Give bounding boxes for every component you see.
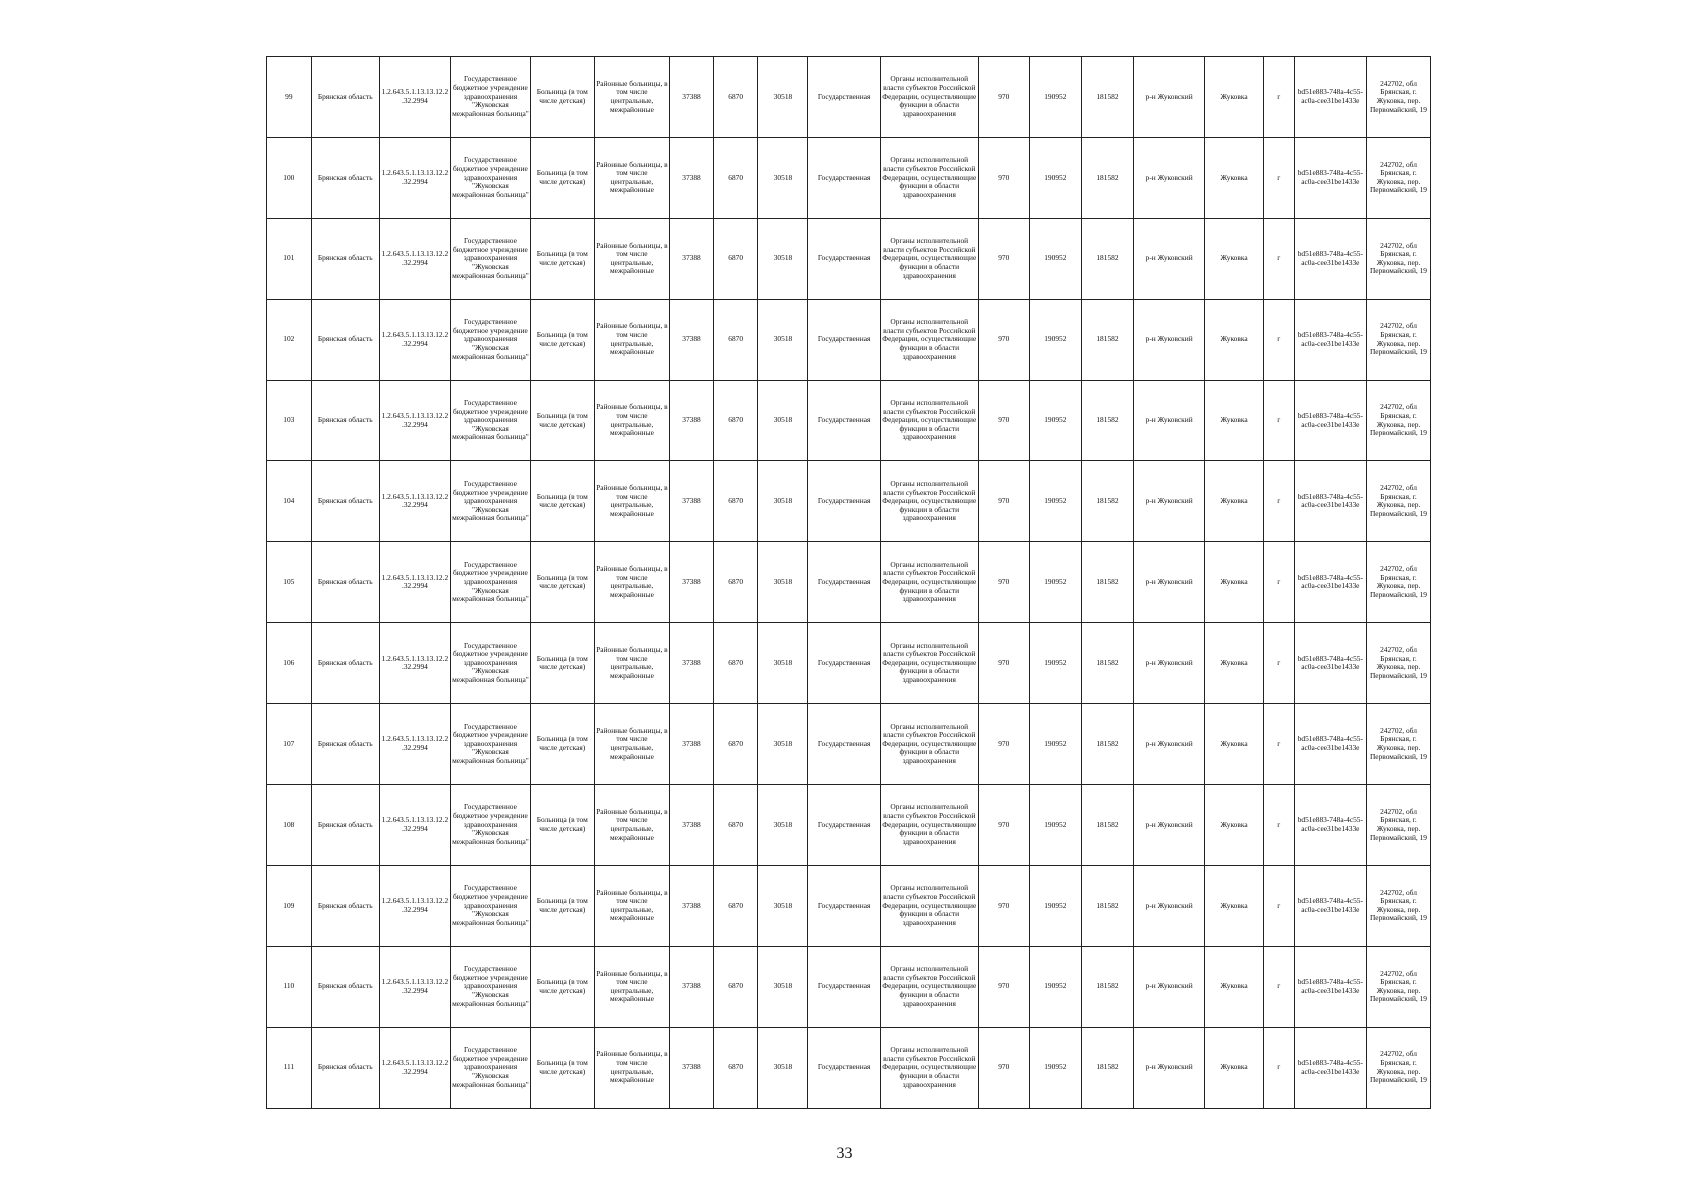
count-1-cell: 37388 xyxy=(670,704,714,785)
count-3-cell: 30518 xyxy=(758,380,808,461)
district-cell: р-н Жуковский xyxy=(1134,137,1205,218)
count-5-cell: 190952 xyxy=(1029,865,1081,946)
count-1-cell: 37388 xyxy=(670,137,714,218)
authority-cell: Органы исполнительной власти субъектов Российской Федерации, осуществляющие функции в области здравоохранения xyxy=(880,461,978,542)
guid-cell: bd51e883-748a-4c55-ac0a-cee31be1433e xyxy=(1294,380,1366,461)
count-2-cell: 6870 xyxy=(713,461,758,542)
row-number: 103 xyxy=(267,380,312,461)
count-1-cell: 37388 xyxy=(670,218,714,299)
city-type-cell: г xyxy=(1263,299,1294,380)
city-type-cell: г xyxy=(1263,57,1294,138)
row-number: 110 xyxy=(267,946,312,1027)
count-6-cell: 181582 xyxy=(1081,218,1133,299)
ownership-cell: Государственная xyxy=(808,137,880,218)
count-5-cell: 190952 xyxy=(1029,946,1081,1027)
facility-type-cell: Больница (в том числе детская) xyxy=(530,137,594,218)
oid-cell: 1.2.643.5.1.13.13.12.2.32.2994 xyxy=(379,704,450,785)
authority-cell: Органы исполнительной власти субъектов Российской Федерации, осуществляющие функции в области здравоохранения xyxy=(880,1027,978,1108)
count-3-cell: 30518 xyxy=(758,57,808,138)
city-type-cell: г xyxy=(1263,218,1294,299)
row-number: 105 xyxy=(267,542,312,623)
region-cell: Брянская область xyxy=(311,380,379,461)
count-5-cell: 190952 xyxy=(1029,299,1081,380)
facility-type-cell: Больница (в том числе детская) xyxy=(530,542,594,623)
organization-name-cell: Государственное бюджетное учреждение здравоохранения "Жуковская межрайонная больница" xyxy=(451,1027,531,1108)
facility-subtype-cell: Районные больницы, в том числе центральные, межрайонные xyxy=(594,704,670,785)
authority-cell: Органы исполнительной власти субъектов Российской Федерации, осуществляющие функции в области здравоохранения xyxy=(880,299,978,380)
guid-cell: bd51e883-748a-4c55-ac0a-cee31be1433e xyxy=(1294,946,1366,1027)
district-cell: р-н Жуковский xyxy=(1134,380,1205,461)
facility-subtype-cell: Районные больницы, в том числе центральные, межрайонные xyxy=(594,380,670,461)
row-number: 107 xyxy=(267,704,312,785)
registry-table-container xyxy=(266,56,1431,1108)
region-cell: Брянская область xyxy=(311,946,379,1027)
facility-subtype-cell: Районные больницы, в том числе центральные, межрайонные xyxy=(594,57,670,138)
row-number: 104 xyxy=(267,461,312,542)
count-1-cell: 37388 xyxy=(670,865,714,946)
count-1-cell: 37388 xyxy=(670,785,714,866)
address-cell: 242702, обл Брянская, г. Жуковка, пер. Первомайский, 19 xyxy=(1367,1027,1431,1108)
count-6-cell: 181582 xyxy=(1081,299,1133,380)
oid-cell: 1.2.643.5.1.13.13.12.2.32.2994 xyxy=(379,218,450,299)
count-5-cell: 190952 xyxy=(1029,137,1081,218)
count-1-cell: 37388 xyxy=(670,380,714,461)
city-cell: Жуковка xyxy=(1205,218,1264,299)
count-2-cell: 6870 xyxy=(713,137,758,218)
oid-cell: 1.2.643.5.1.13.13.12.2.32.2994 xyxy=(379,137,450,218)
district-cell: р-н Жуковский xyxy=(1134,785,1205,866)
district-cell: р-н Жуковский xyxy=(1134,461,1205,542)
oid-cell: 1.2.643.5.1.13.13.12.2.32.2994 xyxy=(379,623,450,704)
organization-name-cell: Государственное бюджетное учреждение здравоохранения "Жуковская межрайонная больница" xyxy=(451,218,531,299)
ownership-cell: Государственная xyxy=(808,299,880,380)
district-cell: р-н Жуковский xyxy=(1134,623,1205,704)
authority-cell: Органы исполнительной власти субъектов Российской Федерации, осуществляющие функции в области здравоохранения xyxy=(880,865,978,946)
organization-name-cell: Государственное бюджетное учреждение здравоохранения "Жуковская межрайонная больница" xyxy=(451,946,531,1027)
region-cell: Брянская область xyxy=(311,137,379,218)
facility-type-cell: Больница (в том числе детская) xyxy=(530,380,594,461)
facility-type-cell: Больница (в том числе детская) xyxy=(530,865,594,946)
count-4-cell: 970 xyxy=(978,946,1029,1027)
address-cell: 242702, обл Брянская, г. Жуковка, пер. Первомайский, 19 xyxy=(1367,137,1431,218)
guid-cell: bd51e883-748a-4c55-ac0a-cee31be1433e xyxy=(1294,299,1366,380)
count-3-cell: 30518 xyxy=(758,865,808,946)
region-cell: Брянская область xyxy=(311,623,379,704)
count-5-cell: 190952 xyxy=(1029,785,1081,866)
count-4-cell: 970 xyxy=(978,865,1029,946)
count-6-cell: 181582 xyxy=(1081,704,1133,785)
region-cell: Брянская область xyxy=(311,865,379,946)
city-type-cell: г xyxy=(1263,946,1294,1027)
address-cell: 242702, обл Брянская, г. Жуковка, пер. Первомайский, 19 xyxy=(1367,785,1431,866)
count-1-cell: 37388 xyxy=(670,946,714,1027)
count-2-cell: 6870 xyxy=(713,542,758,623)
count-2-cell: 6870 xyxy=(713,57,758,138)
count-6-cell: 181582 xyxy=(1081,542,1133,623)
count-6-cell: 181582 xyxy=(1081,623,1133,704)
facility-type-cell: Больница (в том числе детская) xyxy=(530,704,594,785)
count-6-cell: 181582 xyxy=(1081,461,1133,542)
row-number: 106 xyxy=(267,623,312,704)
count-3-cell: 30518 xyxy=(758,704,808,785)
count-2-cell: 6870 xyxy=(713,1027,758,1108)
authority-cell: Органы исполнительной власти субъектов Российской Федерации, осуществляющие функции в области здравоохранения xyxy=(880,542,978,623)
region-cell: Брянская область xyxy=(311,1027,379,1108)
city-cell: Жуковка xyxy=(1205,865,1264,946)
count-3-cell: 30518 xyxy=(758,1027,808,1108)
table-row xyxy=(267,865,1431,946)
district-cell: р-н Жуковский xyxy=(1134,946,1205,1027)
organization-name-cell: Государственное бюджетное учреждение здравоохранения "Жуковская межрайонная больница" xyxy=(451,137,531,218)
guid-cell: bd51e883-748a-4c55-ac0a-cee31be1433e xyxy=(1294,218,1366,299)
table-row xyxy=(267,1027,1431,1108)
district-cell: р-н Жуковский xyxy=(1134,542,1205,623)
ownership-cell: Государственная xyxy=(808,542,880,623)
facility-subtype-cell: Районные больницы, в том числе центральные, межрайонные xyxy=(594,865,670,946)
facility-type-cell: Больница (в том числе детская) xyxy=(530,1027,594,1108)
count-5-cell: 190952 xyxy=(1029,542,1081,623)
count-1-cell: 37388 xyxy=(670,1027,714,1108)
region-cell: Брянская область xyxy=(311,57,379,138)
table-row xyxy=(267,946,1431,1027)
guid-cell: bd51e883-748a-4c55-ac0a-cee31be1433e xyxy=(1294,137,1366,218)
authority-cell: Органы исполнительной власти субъектов Российской Федерации, осуществляющие функции в области здравоохранения xyxy=(880,57,978,138)
facility-subtype-cell: Районные больницы, в том числе центральные, межрайонные xyxy=(594,542,670,623)
guid-cell: bd51e883-748a-4c55-ac0a-cee31be1433e xyxy=(1294,57,1366,138)
authority-cell: Органы исполнительной власти субъектов Российской Федерации, осуществляющие функции в области здравоохранения xyxy=(880,218,978,299)
count-1-cell: 37388 xyxy=(670,542,714,623)
region-cell: Брянская область xyxy=(311,461,379,542)
city-cell: Жуковка xyxy=(1205,461,1264,542)
organization-name-cell: Государственное бюджетное учреждение здравоохранения "Жуковская межрайонная больница" xyxy=(451,704,531,785)
count-3-cell: 30518 xyxy=(758,137,808,218)
facility-subtype-cell: Районные больницы, в том числе центральные, межрайонные xyxy=(594,218,670,299)
city-cell: Жуковка xyxy=(1205,299,1264,380)
count-6-cell: 181582 xyxy=(1081,380,1133,461)
city-cell: Жуковка xyxy=(1205,380,1264,461)
table-row xyxy=(267,299,1431,380)
count-3-cell: 30518 xyxy=(758,218,808,299)
count-4-cell: 970 xyxy=(978,785,1029,866)
count-4-cell: 970 xyxy=(978,57,1029,138)
count-4-cell: 970 xyxy=(978,623,1029,704)
organization-name-cell: Государственное бюджетное учреждение здравоохранения "Жуковская межрайонная больница" xyxy=(451,865,531,946)
address-cell: 242702, обл Брянская, г. Жуковка, пер. Первомайский, 19 xyxy=(1367,704,1431,785)
oid-cell: 1.2.643.5.1.13.13.12.2.32.2994 xyxy=(379,865,450,946)
facility-subtype-cell: Районные больницы, в том числе центральные, межрайонные xyxy=(594,137,670,218)
region-cell: Брянская область xyxy=(311,542,379,623)
city-cell: Жуковка xyxy=(1205,946,1264,1027)
oid-cell: 1.2.643.5.1.13.13.12.2.32.2994 xyxy=(379,785,450,866)
address-cell: 242702, обл Брянская, г. Жуковка, пер. Первомайский, 19 xyxy=(1367,865,1431,946)
registry-table xyxy=(266,56,1431,1109)
count-5-cell: 190952 xyxy=(1029,461,1081,542)
city-type-cell: г xyxy=(1263,461,1294,542)
table-row xyxy=(267,623,1431,704)
count-3-cell: 30518 xyxy=(758,785,808,866)
authority-cell: Органы исполнительной власти субъектов Российской Федерации, осуществляющие функции в области здравоохранения xyxy=(880,137,978,218)
facility-subtype-cell: Районные больницы, в том числе центральные, межрайонные xyxy=(594,1027,670,1108)
count-6-cell: 181582 xyxy=(1081,57,1133,138)
count-2-cell: 6870 xyxy=(713,865,758,946)
authority-cell: Органы исполнительной власти субъектов Российской Федерации, осуществляющие функции в области здравоохранения xyxy=(880,380,978,461)
count-6-cell: 181582 xyxy=(1081,785,1133,866)
oid-cell: 1.2.643.5.1.13.13.12.2.32.2994 xyxy=(379,380,450,461)
count-2-cell: 6870 xyxy=(713,299,758,380)
authority-cell: Органы исполнительной власти субъектов Российской Федерации, осуществляющие функции в области здравоохранения xyxy=(880,623,978,704)
count-1-cell: 37388 xyxy=(670,623,714,704)
city-type-cell: г xyxy=(1263,704,1294,785)
city-type-cell: г xyxy=(1263,865,1294,946)
table-row xyxy=(267,57,1431,138)
count-3-cell: 30518 xyxy=(758,461,808,542)
count-5-cell: 190952 xyxy=(1029,218,1081,299)
region-cell: Брянская область xyxy=(311,785,379,866)
count-3-cell: 30518 xyxy=(758,299,808,380)
organization-name-cell: Государственное бюджетное учреждение здравоохранения "Жуковская межрайонная больница" xyxy=(451,542,531,623)
ownership-cell: Государственная xyxy=(808,218,880,299)
authority-cell: Органы исполнительной власти субъектов Российской Федерации, осуществляющие функции в области здравоохранения xyxy=(880,785,978,866)
count-6-cell: 181582 xyxy=(1081,865,1133,946)
city-cell: Жуковка xyxy=(1205,1027,1264,1108)
facility-subtype-cell: Районные больницы, в том числе центральные, межрайонные xyxy=(594,785,670,866)
facility-subtype-cell: Районные больницы, в том числе центральные, межрайонные xyxy=(594,299,670,380)
count-2-cell: 6870 xyxy=(713,785,758,866)
oid-cell: 1.2.643.5.1.13.13.12.2.32.2994 xyxy=(379,946,450,1027)
count-4-cell: 970 xyxy=(978,542,1029,623)
row-number: 102 xyxy=(267,299,312,380)
count-1-cell: 37388 xyxy=(670,299,714,380)
authority-cell: Органы исполнительной власти субъектов Российской Федерации, осуществляющие функции в области здравоохранения xyxy=(880,704,978,785)
city-cell: Жуковка xyxy=(1205,785,1264,866)
table-row xyxy=(267,704,1431,785)
count-2-cell: 6870 xyxy=(713,218,758,299)
address-cell: 242702, обл Брянская, г. Жуковка, пер. Первомайский, 19 xyxy=(1367,461,1431,542)
guid-cell: bd51e883-748a-4c55-ac0a-cee31be1433e xyxy=(1294,623,1366,704)
organization-name-cell: Государственное бюджетное учреждение здравоохранения "Жуковская межрайонная больница" xyxy=(451,299,531,380)
facility-type-cell: Больница (в том числе детская) xyxy=(530,461,594,542)
count-4-cell: 970 xyxy=(978,137,1029,218)
address-cell: 242702, обл Брянская, г. Жуковка, пер. Первомайский, 19 xyxy=(1367,299,1431,380)
facility-subtype-cell: Районные больницы, в том числе центральные, межрайонные xyxy=(594,946,670,1027)
facility-type-cell: Больница (в том числе детская) xyxy=(530,218,594,299)
count-6-cell: 181582 xyxy=(1081,137,1133,218)
ownership-cell: Государственная xyxy=(808,785,880,866)
guid-cell: bd51e883-748a-4c55-ac0a-cee31be1433e xyxy=(1294,461,1366,542)
facility-type-cell: Больница (в том числе детская) xyxy=(530,299,594,380)
ownership-cell: Государственная xyxy=(808,461,880,542)
district-cell: р-н Жуковский xyxy=(1134,218,1205,299)
count-5-cell: 190952 xyxy=(1029,57,1081,138)
city-cell: Жуковка xyxy=(1205,57,1264,138)
count-4-cell: 970 xyxy=(978,461,1029,542)
facility-type-cell: Больница (в том числе детская) xyxy=(530,946,594,1027)
count-5-cell: 190952 xyxy=(1029,623,1081,704)
city-cell: Жуковка xyxy=(1205,704,1264,785)
city-type-cell: г xyxy=(1263,785,1294,866)
city-type-cell: г xyxy=(1263,380,1294,461)
oid-cell: 1.2.643.5.1.13.13.12.2.32.2994 xyxy=(379,461,450,542)
count-5-cell: 190952 xyxy=(1029,704,1081,785)
guid-cell: bd51e883-748a-4c55-ac0a-cee31be1433e xyxy=(1294,542,1366,623)
organization-name-cell: Государственное бюджетное учреждение здравоохранения "Жуковская межрайонная больница" xyxy=(451,623,531,704)
guid-cell: bd51e883-748a-4c55-ac0a-cee31be1433e xyxy=(1294,865,1366,946)
table-row xyxy=(267,461,1431,542)
district-cell: р-н Жуковский xyxy=(1134,57,1205,138)
address-cell: 242702, обл Брянская, г. Жуковка, пер. Первомайский, 19 xyxy=(1367,57,1431,138)
row-number: 111 xyxy=(267,1027,312,1108)
facility-subtype-cell: Районные больницы, в том числе центральные, межрайонные xyxy=(594,461,670,542)
count-3-cell: 30518 xyxy=(758,542,808,623)
count-4-cell: 970 xyxy=(978,380,1029,461)
table-row xyxy=(267,785,1431,866)
city-cell: Жуковка xyxy=(1205,137,1264,218)
count-5-cell: 190952 xyxy=(1029,1027,1081,1108)
row-number: 99 xyxy=(267,57,312,138)
city-cell: Жуковка xyxy=(1205,623,1264,704)
count-5-cell: 190952 xyxy=(1029,380,1081,461)
address-cell: 242702, обл Брянская, г. Жуковка, пер. Первомайский, 19 xyxy=(1367,946,1431,1027)
city-type-cell: г xyxy=(1263,1027,1294,1108)
facility-type-cell: Больница (в том числе детская) xyxy=(530,785,594,866)
city-type-cell: г xyxy=(1263,542,1294,623)
authority-cell: Органы исполнительной власти субъектов Российской Федерации, осуществляющие функции в области здравоохранения xyxy=(880,946,978,1027)
count-4-cell: 970 xyxy=(978,1027,1029,1108)
count-2-cell: 6870 xyxy=(713,946,758,1027)
row-number: 100 xyxy=(267,137,312,218)
city-type-cell: г xyxy=(1263,137,1294,218)
ownership-cell: Государственная xyxy=(808,704,880,785)
city-type-cell: г xyxy=(1263,623,1294,704)
count-4-cell: 970 xyxy=(978,299,1029,380)
guid-cell: bd51e883-748a-4c55-ac0a-cee31be1433e xyxy=(1294,1027,1366,1108)
ownership-cell: Государственная xyxy=(808,865,880,946)
region-cell: Брянская область xyxy=(311,218,379,299)
ownership-cell: Государственная xyxy=(808,946,880,1027)
address-cell: 242702, обл Брянская, г. Жуковка, пер. Первомайский, 19 xyxy=(1367,542,1431,623)
ownership-cell: Государственная xyxy=(808,1027,880,1108)
city-cell: Жуковка xyxy=(1205,542,1264,623)
count-2-cell: 6870 xyxy=(713,623,758,704)
count-6-cell: 181582 xyxy=(1081,946,1133,1027)
count-1-cell: 37388 xyxy=(670,57,714,138)
count-4-cell: 970 xyxy=(978,704,1029,785)
count-6-cell: 181582 xyxy=(1081,1027,1133,1108)
count-3-cell: 30518 xyxy=(758,946,808,1027)
guid-cell: bd51e883-748a-4c55-ac0a-cee31be1433e xyxy=(1294,704,1366,785)
count-2-cell: 6870 xyxy=(713,380,758,461)
page-number: 33 xyxy=(836,1145,853,1162)
table-row xyxy=(267,218,1431,299)
address-cell: 242702, обл Брянская, г. Жуковка, пер. Первомайский, 19 xyxy=(1367,218,1431,299)
table-row xyxy=(267,542,1431,623)
district-cell: р-н Жуковский xyxy=(1134,299,1205,380)
count-3-cell: 30518 xyxy=(758,623,808,704)
count-1-cell: 37388 xyxy=(670,461,714,542)
address-cell: 242702, обл Брянская, г. Жуковка, пер. Первомайский, 19 xyxy=(1367,623,1431,704)
oid-cell: 1.2.643.5.1.13.13.12.2.32.2994 xyxy=(379,1027,450,1108)
count-2-cell: 6870 xyxy=(713,704,758,785)
facility-subtype-cell: Районные больницы, в том числе центральные, межрайонные xyxy=(594,623,670,704)
row-number: 109 xyxy=(267,865,312,946)
address-cell: 242702, обл Брянская, г. Жуковка, пер. Первомайский, 19 xyxy=(1367,380,1431,461)
facility-type-cell: Больница (в том числе детская) xyxy=(530,623,594,704)
table-row xyxy=(267,137,1431,218)
table-row xyxy=(267,380,1431,461)
ownership-cell: Государственная xyxy=(808,57,880,138)
ownership-cell: Государственная xyxy=(808,380,880,461)
organization-name-cell: Государственное бюджетное учреждение здравоохранения "Жуковская межрайонная больница" xyxy=(451,785,531,866)
region-cell: Брянская область xyxy=(311,704,379,785)
count-4-cell: 970 xyxy=(978,218,1029,299)
row-number: 108 xyxy=(267,785,312,866)
district-cell: р-н Жуковский xyxy=(1134,865,1205,946)
organization-name-cell: Государственное бюджетное учреждение здравоохранения "Жуковская межрайонная больница" xyxy=(451,461,531,542)
guid-cell: bd51e883-748a-4c55-ac0a-cee31be1433e xyxy=(1294,785,1366,866)
row-number: 101 xyxy=(267,218,312,299)
district-cell: р-н Жуковский xyxy=(1134,704,1205,785)
oid-cell: 1.2.643.5.1.13.13.12.2.32.2994 xyxy=(379,57,450,138)
oid-cell: 1.2.643.5.1.13.13.12.2.32.2994 xyxy=(379,542,450,623)
organization-name-cell: Государственное бюджетное учреждение здравоохранения "Жуковская межрайонная больница" xyxy=(451,57,531,138)
facility-type-cell: Больница (в том числе детская) xyxy=(530,57,594,138)
district-cell: р-н Жуковский xyxy=(1134,1027,1205,1108)
region-cell: Брянская область xyxy=(311,299,379,380)
oid-cell: 1.2.643.5.1.13.13.12.2.32.2994 xyxy=(379,299,450,380)
organization-name-cell: Государственное бюджетное учреждение здравоохранения "Жуковская межрайонная больница" xyxy=(451,380,531,461)
ownership-cell: Государственная xyxy=(808,623,880,704)
